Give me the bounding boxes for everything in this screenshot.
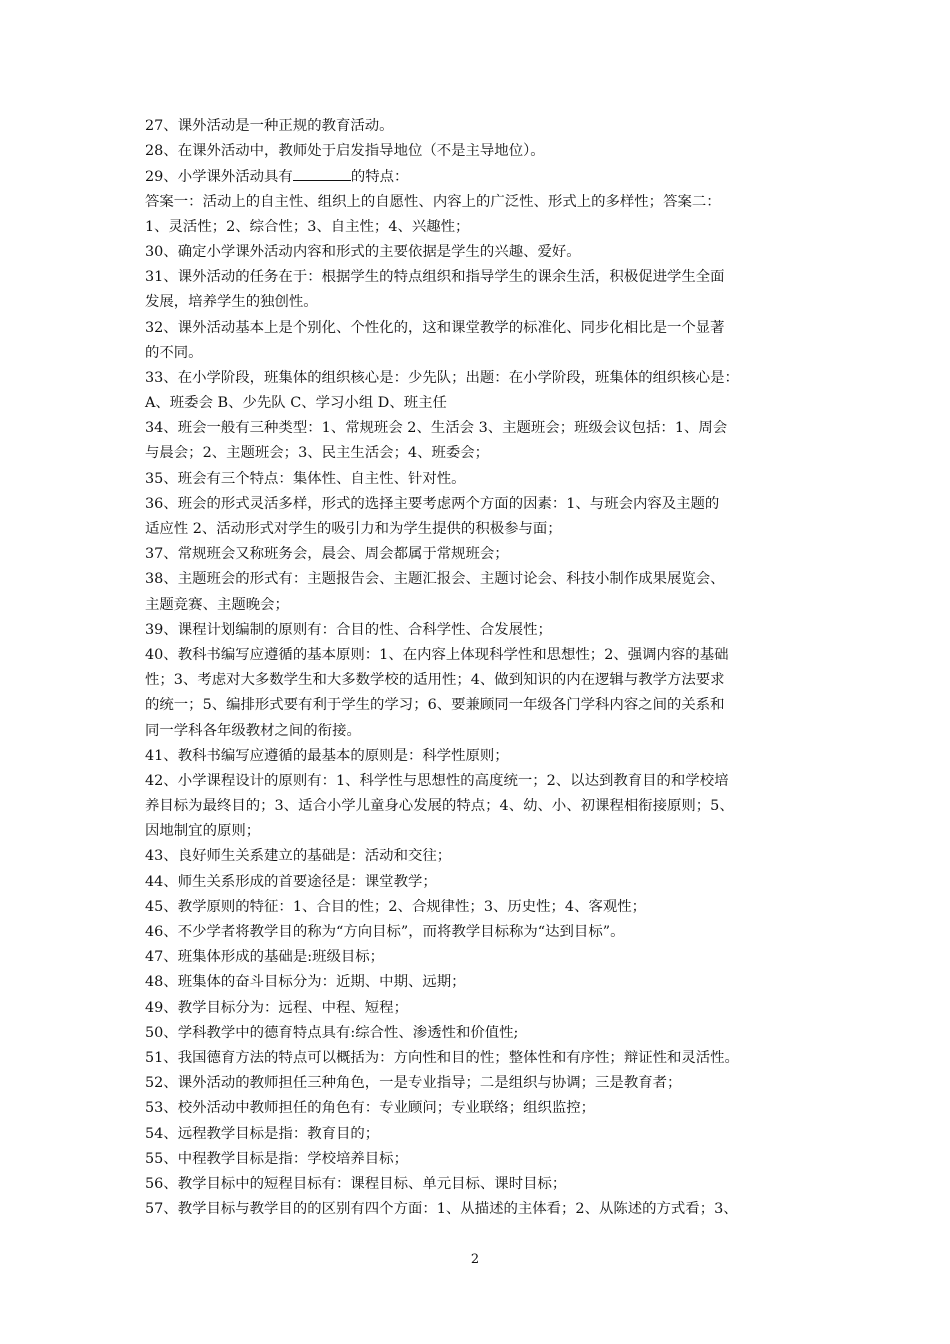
text-line: 34、班会一般有三种类型：1、常规班会 2、生活会 3、主题班会；班级会议包括：1、周会 [145,420,728,437]
text-line: 52、课外活动的教师担任三种角色，一是专业指导；二是组织与协调；三是教育者； [145,1075,682,1092]
text-line: 51、我国德育方法的特点可以概括为：方向性和目的性；整体性和有序性；辩证性和灵活性。 [145,1049,739,1066]
text-line: 35、班会有三个特点：集体性、自主性、针对性。 [145,470,466,487]
text-line: 53、校外活动中教师担任的角色有：专业顾问；专业联络；组织监控； [145,1100,596,1117]
text-line: A、班委会 B、少先队 C、学习小组 D、班主任 [145,395,447,412]
text-line: 43、良好师生关系建立的基础是：活动和交往； [145,848,452,865]
text-line: 的不同。 [145,344,203,361]
text-line: 发展，培养学生的独创性。 [145,294,318,311]
text-line: 49、教学目标分为：远程、中程、短程； [145,999,408,1016]
text-line: 42、小学课程设计的原则有：1、科学性与思想性的高度统一；2、以达到教育目的和学校培 [145,772,729,789]
text-line: 28、在课外活动中，教师处于启发指导地位（不是主导地位）。 [145,143,545,160]
text-line: 答案一：活动上的自主性、组织上的自愿性、内容上的广泛性、形式上的多样性；答案二： [145,193,721,210]
text-line: 32、课外活动基本上是个别化、个性化的，这和课堂教学的标准化、同步化相比是一个显著 [145,319,725,336]
text-line [145,164,815,189]
text-line: 33、在小学阶段，班集体的组织核心是：少先队；出题：在小学阶段，班集体的组织核心是： [145,369,739,386]
text-line: 31、课外活动的任务在于：根据学生的特点组织和指导学生的课余生活，积极促进学生全面 [145,269,725,286]
text-line: 50、学科教学中的德育特点具有:综合性、渗透性和价值性; [145,1024,519,1041]
text-line: 与晨会；2、主题班会；3、民主生活会；4、班委会； [145,445,490,462]
line-text-before-blank: 29、小学课外活动具有 [145,169,293,186]
text-line: 1、灵活性；2、综合性；3、自主性；4、兴趣性； [145,218,470,235]
text-line: 39、课程计划编制的原则有：合目的性、合科学性、合发展性； [145,621,552,638]
text-line: 44、师生关系形成的首要途径是：课堂教学； [145,873,437,890]
text-line: 40、教科书编写应遵循的基本原则：1、在内容上体现科学性和思想性；2、强调内容的基础 [145,646,729,663]
text-line: 56、教学目标中的短程目标有：课程目标、单元目标、课时目标； [145,1175,567,1192]
text-line: 41、教科书编写应遵循的最基本的原则是：科学性原则； [145,747,509,764]
text-line: 同一学科各年级教材之间的衔接。 [145,722,361,739]
text-line: 46、不少学者将教学目的称为“方向目标”，而将教学目标称为“达到目标”。 [145,924,625,940]
line-text-after-blank: 的特点： [350,169,409,186]
document-body [145,114,815,1222]
text-line: 27、课外活动是一种正规的教育活动。 [145,118,394,134]
text-line: 主题竞赛、主题晚会； [145,596,289,613]
text-line: 47、班集体形成的基础是:班级目标； [145,949,385,966]
text-line: 养目标为最终目的；3、适合小学儿童身心发展的特点；4、幼、小、初课程相衔接原则；5、 [145,798,734,815]
text-line: 37、常规班会又称班务会，晨会、周会都属于常规班会； [145,546,509,563]
text-line: 57、教学目标与教学目的的区别有四个方面：1、从描述的主体看；2、从陈述的方式看；3、 [145,1201,738,1218]
text-line: 的统一；5、编排形式要有利于学生的学习；6、要兼顾同一年级各门学科内容之间的关系和 [145,697,725,714]
text-line: 36、班会的形式灵活多样，形式的选择主要考虑两个方面的因素：1、与班会内容及主题的 [145,495,720,512]
text-line: 38、主题班会的形式有：主题报告会、主题汇报会、主题讨论会、科技小制作成果展览会、 [145,571,725,588]
text-line: 55、中程教学目标是指：学校培养目标； [145,1150,408,1167]
text-line: 54、远程教学目标是指：教育目的； [145,1125,380,1142]
text-line: 性；3、考虑对大多数学生和大多数学校的适用性；4、做到知识的内在逻辑与教学方法要求 [145,672,725,689]
text-line: 适应性 2、活动形式对学生的吸引力和为学生提供的积极参与面； [145,521,562,537]
fill-in-blank [293,164,351,181]
text-line: 45、教学原则的特征：1、合目的性；2、合规律性；3、历史性；4、客观性； [145,898,647,915]
page-number: 2 [470,1252,480,1267]
text-line: 48、班集体的奋斗目标分为：近期、中期、远期； [145,974,466,991]
text-line: 因地制宜的原则； [145,823,261,840]
text-line: 30、确定小学课外活动内容和形式的主要依据是学生的兴趣、爱好。 [145,243,581,260]
